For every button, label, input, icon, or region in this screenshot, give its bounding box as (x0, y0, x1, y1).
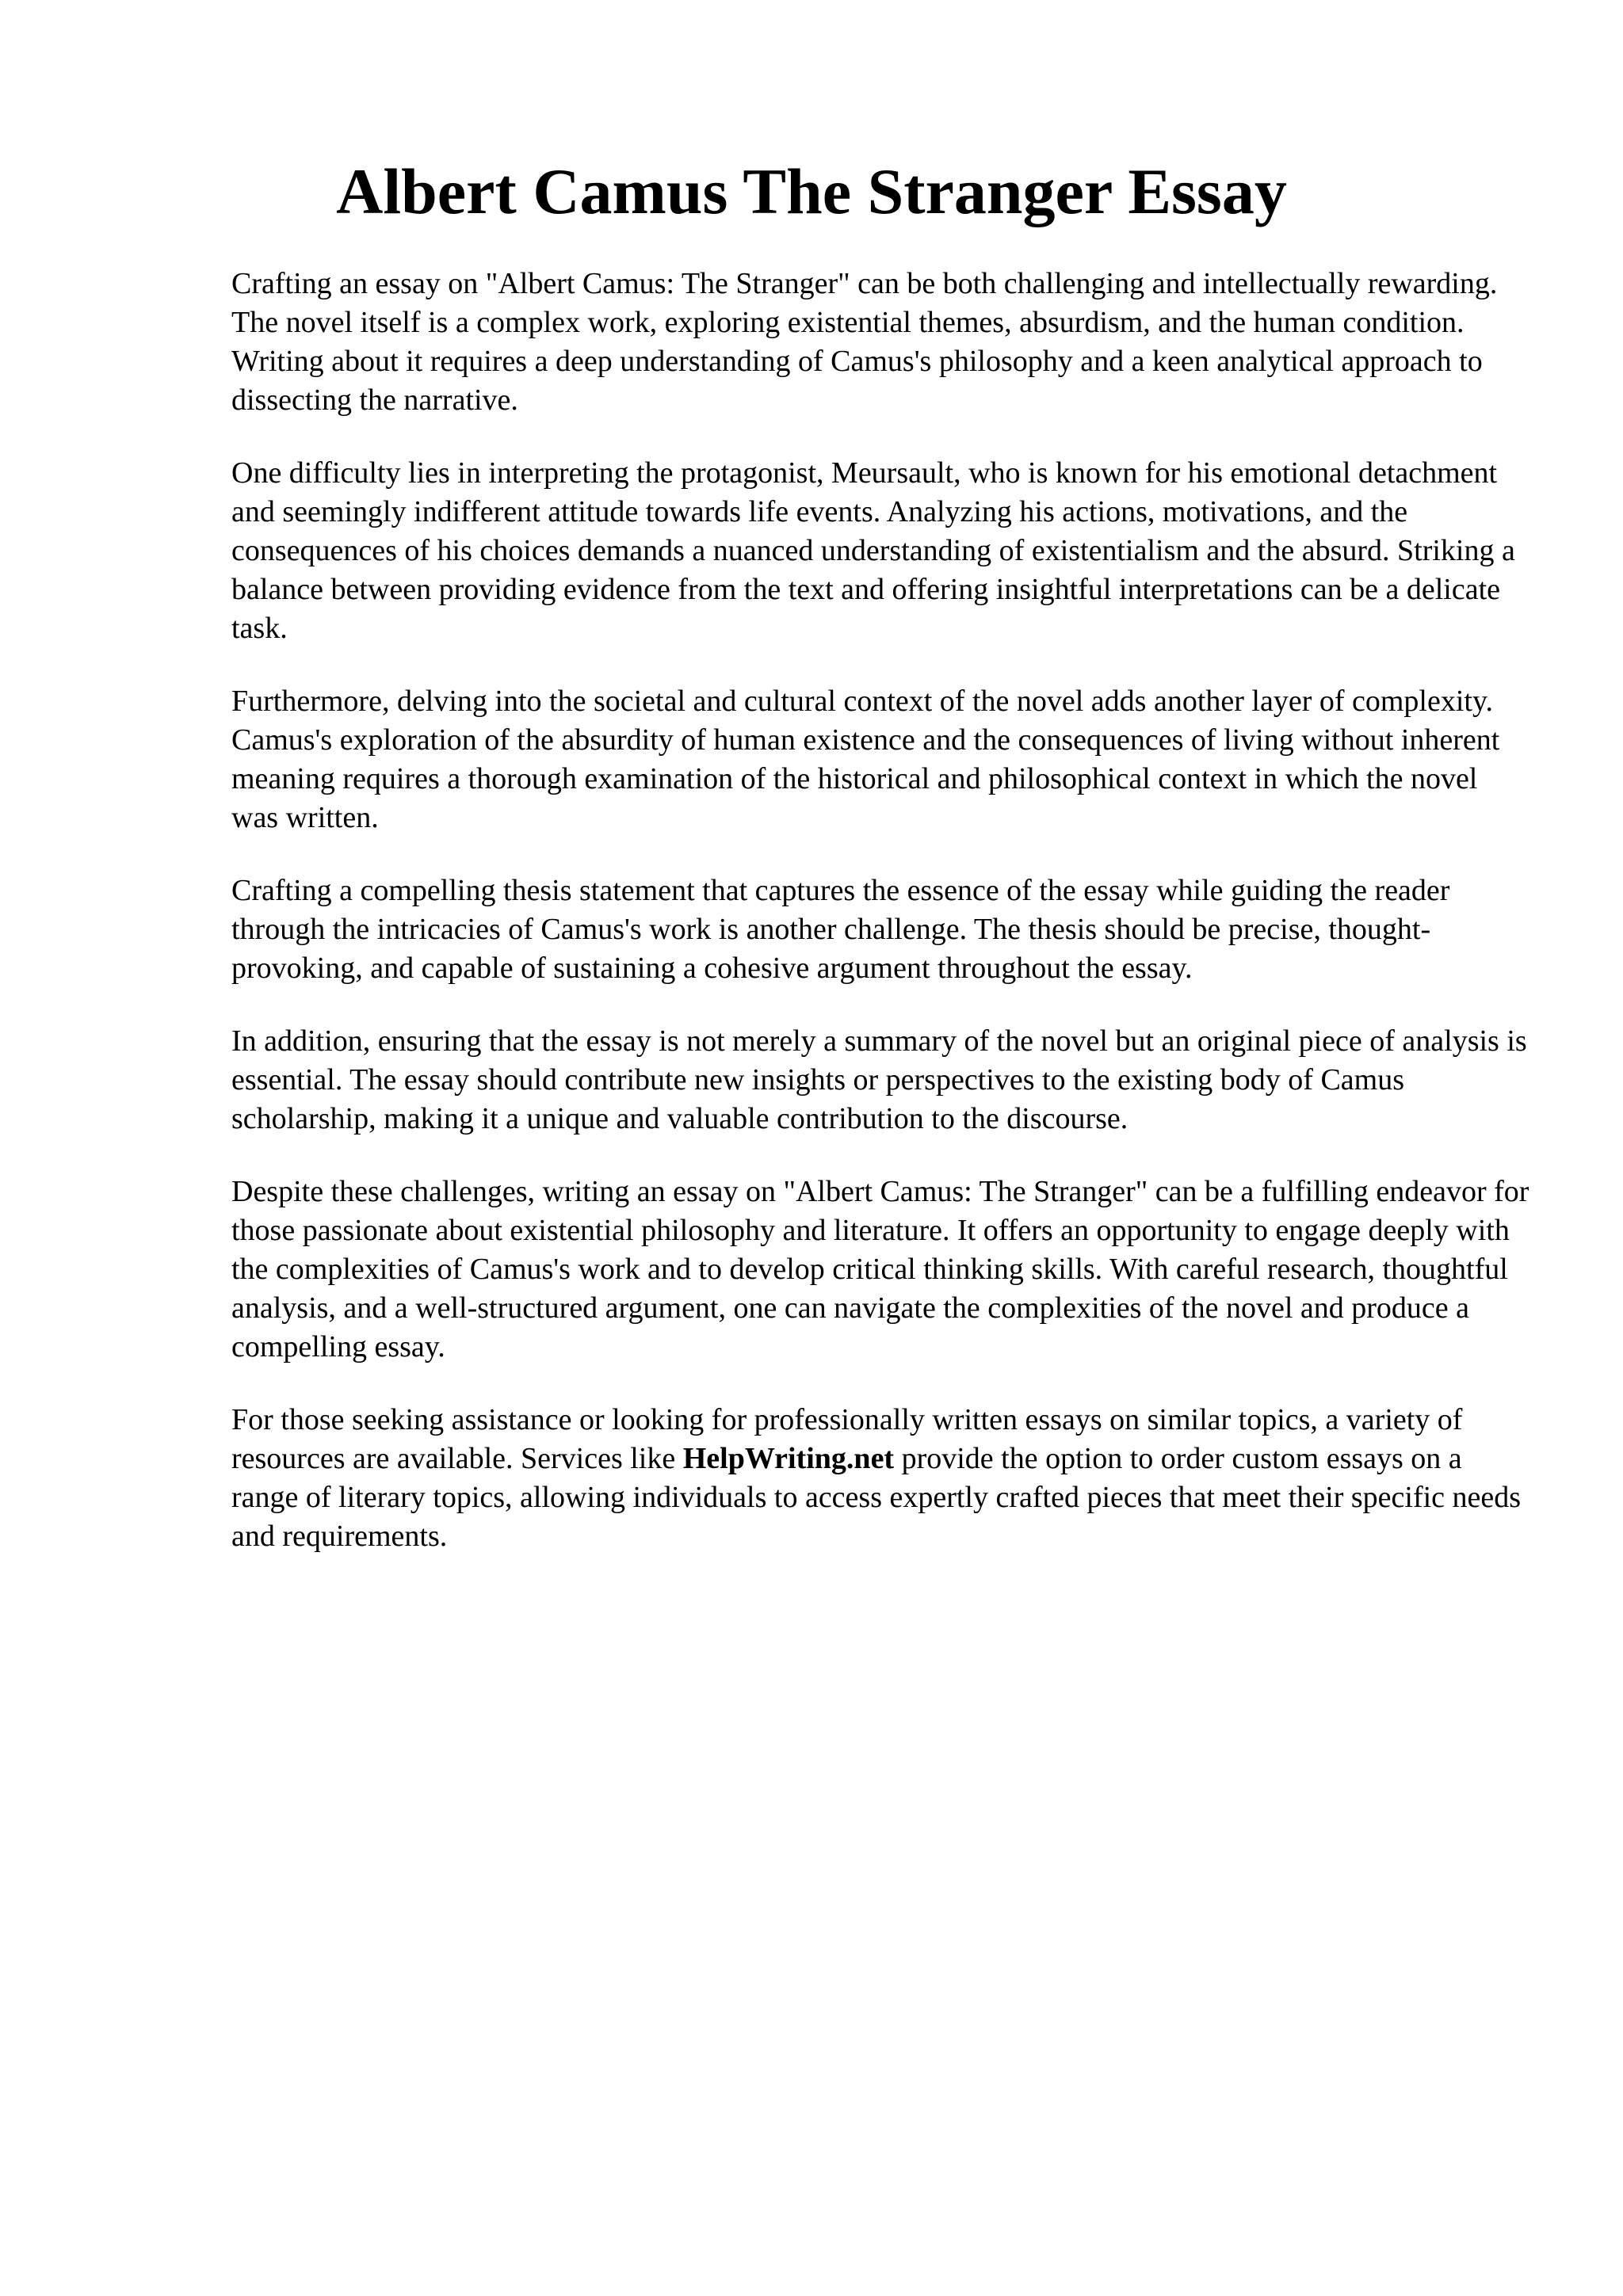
paragraph-2: One difficulty lies in interpreting the protagonist, Meursault, who is known for his emotional detachment and seemingly indifferent attitude towards life events. Analyzing his actions, motivations, and the consequences of his choices demands a nuanced understanding of existentialism and the absurd. Striking a balance between providing evidence from the text and offering insightful interpretations can be a delicate task. (231, 456, 1515, 645)
document-title: Albert Camus The Stranger Essay (336, 155, 1287, 227)
closing-text-before-link: For those seeking assistance or looking for professionally written essays on similar topics, a variety of resources are available. Services like (231, 1403, 1463, 1475)
closing-paragraph (231, 1401, 1531, 1556)
paragraph-1: Crafting an essay on "Albert Camus: The Stranger" can be both challenging and intellectually rewarding. The novel itself is a complex work, exploring existential themes, absurdism, and the human condition. Writing about it requires a deep understanding of Camus's philosophy and a keen analytical approach to dissecting the narrative. (231, 267, 1498, 417)
paragraph-3: Furthermore, delving into the societal and cultural context of the novel adds another layer of complexity. Camus's exploration of the absurdity of human existence and the consequences of living without inherent meaning requires a thorough examination of the historical and philosophical context in which the novel was written. (231, 685, 1500, 834)
closing-text-after-link: provide the option to order custom essays on a range of literary topics, allowing individuals to access expertly crafted pieces that meet their specific needs and requirements. (231, 1442, 1522, 1553)
paragraph-6: Despite these challenges, writing an essay on "Albert Camus: The Stranger" can be a fulfilling endeavor for those passionate about existential philosophy and literature. It offers an opportunity to engage deeply with the complexities of Camus's work and to develop critical thinking skills. With careful research, thoughtful analysis, and a well-structured argument, one can navigate the complexities of the novel and produce a compelling essay. (231, 1175, 1529, 1363)
paragraph-5: In addition, ensuring that the essay is not merely a summary of the novel but an original piece of analysis is essential. The essay should contribute new insights or perspectives to the existing body of Camus scholarship, making it a unique and valuable contribution to the discourse. (231, 1024, 1527, 1135)
helpwriting-link[interactable]: HelpWriting.net (682, 1442, 895, 1475)
document-body (231, 265, 1531, 1556)
paragraph-4: Crafting a compelling thesis statement that captures the essence of the essay while guiding the reader through the intricacies of Camus's work is another challenge. The thesis should be precise, thought-provoking, and capable of sustaining a cohesive argument throughout the essay. (231, 874, 1450, 985)
